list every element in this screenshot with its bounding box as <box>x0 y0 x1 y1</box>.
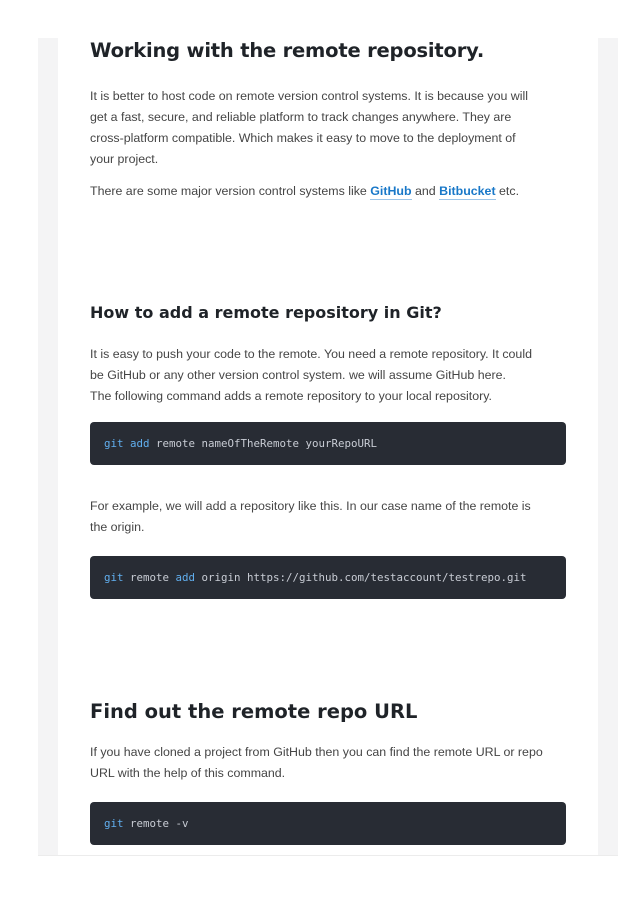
paragraph-add-remote-example <box>90 496 566 538</box>
text-line: The following command adds a remote repository to your local repository. <box>90 389 492 403</box>
code-text: remote -v <box>123 817 189 830</box>
code-keyword: add <box>175 571 196 584</box>
paragraph-remote-intro <box>90 86 566 170</box>
text-line: the origin. <box>90 520 145 534</box>
code-block-remote-v[interactable] <box>90 802 566 845</box>
page-left-margin <box>38 38 58 855</box>
text-fragment: There are some major version control systems like <box>90 184 371 198</box>
page-right-margin <box>598 38 618 855</box>
code-text: remote <box>123 571 176 584</box>
github-link[interactable]: GitHub <box>370 184 412 198</box>
section-heading-remote-repository: Working with the remote repository. <box>90 39 485 62</box>
text-fragment: and <box>411 184 440 198</box>
text-line: cross-platform compatible. Which makes it easy to move to the deployment of <box>90 131 516 145</box>
code-text: origin https://github.com/testaccount/testrepo.git <box>195 571 527 584</box>
text-line: be GitHub or any other version control system. we will assume GitHub here. <box>90 368 506 382</box>
section-heading-find-remote-url: Find out the remote repo URL <box>90 700 418 723</box>
text-line: For example, we will add a repository like this. In our case name of the remote is <box>90 499 531 513</box>
paragraph-find-remote-url <box>90 742 566 784</box>
code-keyword: add <box>130 437 150 450</box>
section-heading-add-remote: How to add a remote repository in Git? <box>90 303 442 322</box>
bitbucket-link[interactable]: Bitbucket <box>439 184 496 198</box>
text-line: URL with the help of this command. <box>90 766 286 780</box>
paragraph-vcs-list <box>90 181 566 202</box>
code-block-add-remote[interactable] <box>90 422 566 465</box>
page-bottom-edge <box>38 855 618 856</box>
paragraph-add-remote-intro <box>90 344 566 407</box>
text-line: your project. <box>90 152 159 166</box>
code-text: remote nameOfTheRemote yourRepoURL <box>149 437 378 450</box>
text-fragment: etc. <box>495 184 520 198</box>
code-keyword: git <box>104 817 124 830</box>
code-keyword: git <box>104 437 124 450</box>
text-line: It is better to host code on remote version control systems. It is because you will <box>90 89 528 103</box>
text-line: If you have cloned a project from GitHub then you can find the remote URL or repo <box>90 745 543 759</box>
text-line: get a fast, secure, and reliable platform to track changes anywhere. They are <box>90 110 512 124</box>
text-line: It is easy to push your code to the remote. You need a remote repository. It could <box>90 347 532 361</box>
code-block-add-origin[interactable] <box>90 556 566 599</box>
code-keyword: git <box>104 571 124 584</box>
